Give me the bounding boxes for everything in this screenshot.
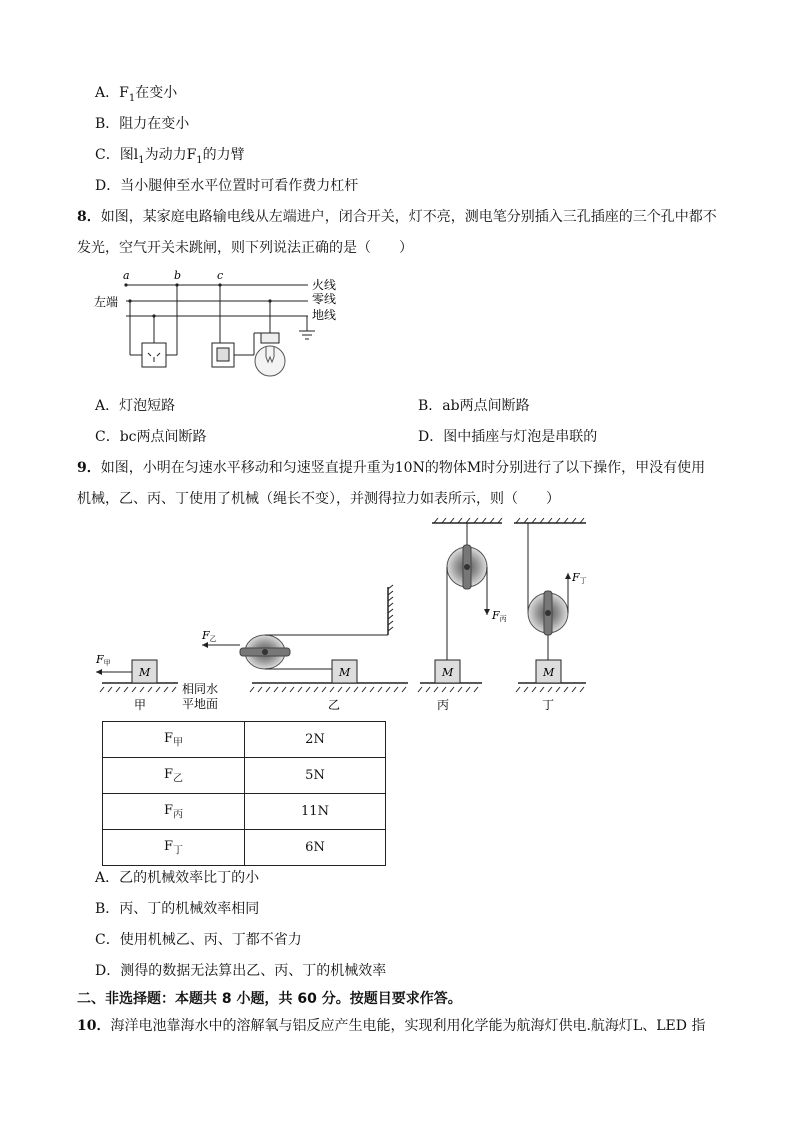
point-b-label: b	[174, 269, 182, 282]
q9-pulley-figure	[90, 515, 610, 715]
q7-option-b: B．阻力在变小	[95, 116, 190, 132]
left-end-label: 左端	[94, 295, 119, 309]
q7-option-a: A．$F_1$在变小	[95, 85, 178, 104]
q8-option-d: D．图中插座与灯泡是串联的	[418, 429, 598, 445]
q7-option-c: C．图$l_1$为动力$F_1$的力臂	[95, 147, 245, 166]
ground-wire-label: 地线	[312, 308, 337, 322]
q8-stem-line1: 8．如图，某家庭电路输电线从左端进户，闭合开关，灯不亮，测电笔分别插入三孔插座的三个孔中都不	[77, 209, 717, 225]
live-wire-label: 火线	[312, 278, 337, 292]
q9-stem-line1: 9．如图，小明在匀速水平移动和匀速竖直提升重为10N的物体M时分别进行了以下操作，甲没有使用	[77, 460, 706, 476]
q8-option-c: C．bc两点间断路	[95, 429, 207, 445]
q9-option-d: D．测得的数据无法算出乙、丙、丁的机械效率	[95, 963, 387, 979]
q10-stem-line1: 10．海洋电池靠海水中的溶解氧与铝反应产生电能，实现利用化学能为航海灯供电.航海灯L、LED 指	[77, 1018, 706, 1034]
q9-option-b: B．丙、丁的机械效率相同	[95, 901, 260, 917]
svg-text:F丁: F丁	[572, 571, 587, 585]
section-heading: 二、非选择题：本题共 8 小题，共 60 分。按题目要求作答。	[77, 991, 462, 1007]
table-row: $F_丙$ 11N	[103, 794, 386, 830]
svg-text:相同水: 相同水	[182, 682, 219, 696]
q8-stem-line2: 发光，空气开关未跳闸，则下列说法正确的是（ ）	[77, 240, 413, 256]
svg-text:丙: 丙	[437, 698, 450, 712]
svg-text:M: M	[339, 666, 351, 679]
q9-stem-line2: 机械，乙、丙、丁使用了机械（绳长不变），并测得拉力如表所示，则（ ）	[77, 491, 560, 507]
q8-option-a: A．灯泡短路	[95, 398, 176, 414]
svg-text:乙: 乙	[328, 698, 341, 712]
table-row: $F_甲$ 2N	[103, 722, 386, 758]
light-bulb-icon	[255, 333, 285, 376]
svg-text:M: M	[139, 666, 151, 679]
force-table	[102, 721, 386, 866]
switch-icon	[212, 343, 234, 367]
svg-text:丁: 丁	[542, 698, 555, 712]
svg-text:F甲: F甲	[96, 653, 111, 667]
svg-text:M: M	[442, 666, 454, 679]
svg-text:F丙: F丙	[492, 609, 507, 623]
point-c-label: c	[217, 269, 224, 282]
table-row: $F_乙$ 5N	[103, 758, 386, 794]
q7-option-d: D．当小腿伸至水平位置时可看作费力杠杆	[95, 178, 359, 194]
svg-text:M: M	[543, 666, 555, 679]
q8-option-b: B．ab两点间断路	[418, 398, 530, 414]
point-a-label: a	[123, 269, 130, 282]
q9-option-c: C．使用机械乙、丙、丁都不省力	[95, 932, 302, 948]
svg-text:平地面: 平地面	[182, 697, 219, 711]
svg-text:甲: 甲	[134, 698, 147, 712]
svg-text:F乙: F乙	[202, 629, 217, 643]
socket-icon	[142, 343, 166, 367]
table-row: $F_丁$ 6N	[103, 830, 386, 866]
neutral-wire-label: 零线	[312, 292, 337, 306]
q8-circuit-figure	[90, 265, 350, 385]
q9-option-a: A．乙的机械效率比丁的小	[95, 870, 260, 886]
